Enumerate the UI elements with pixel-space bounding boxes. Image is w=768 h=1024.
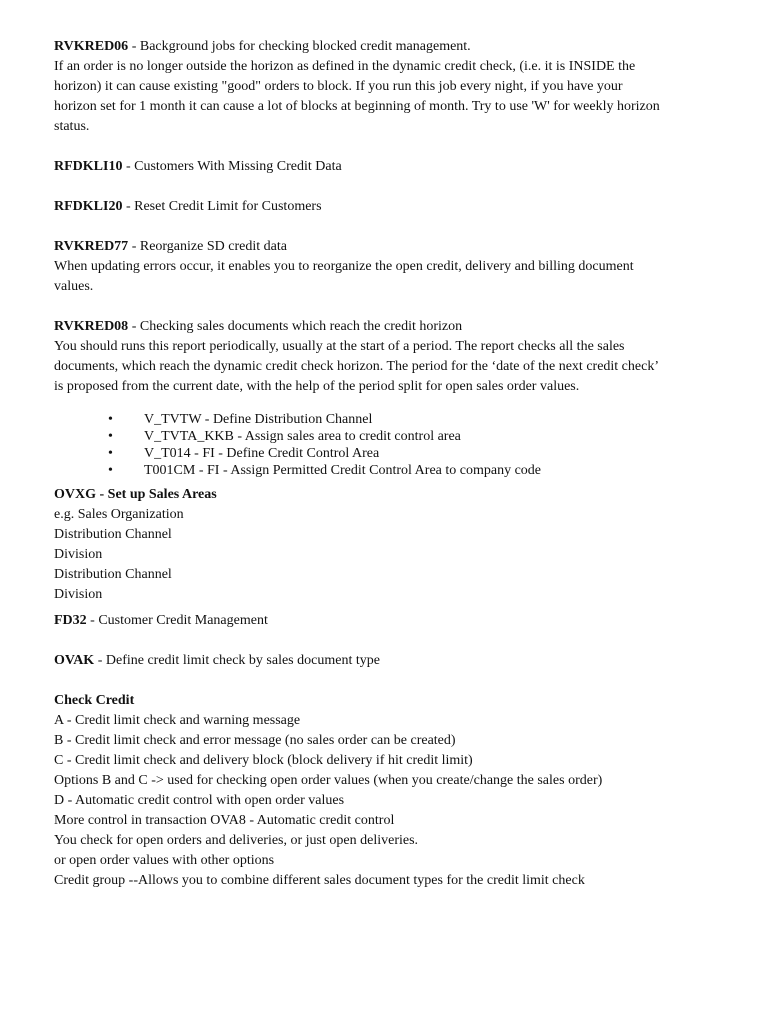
body-line: A - Credit limit check and warning message (54, 713, 301, 728)
body-line: Credit group --Allows you to combine different sales document types for the credit limit check (54, 873, 585, 888)
section-rvkred77 (54, 237, 724, 297)
list-item-text: T001CM - FI - Assign Permitted Credit Control Area to company code (144, 463, 542, 478)
body-line: Options B and C -> used for checking open order values (when you create/change the sales order) (54, 773, 603, 788)
section-ovak (54, 651, 724, 671)
bullet-icon: • (108, 429, 113, 444)
list-item-text: V_T014 - FI - Define Credit Control Area (144, 446, 380, 461)
document-page (54, 37, 724, 891)
body-line: Distribution Channel (54, 527, 172, 542)
section-heading (54, 197, 724, 217)
body-line: You check for open orders and deliveries, or just open deliveries. (54, 833, 419, 848)
report-code: RVKRED06 (54, 39, 129, 54)
report-title: - Reorganize SD credit data (128, 239, 287, 254)
body-line: horizon) it can cause existing "good" orders to block. If you run this job every night, if you have your (54, 79, 623, 94)
body-line: e.g. Sales Organization (54, 507, 184, 522)
body-line: Distribution Channel (54, 567, 172, 582)
body-line: If an order is no longer outside the horizon as defined in the dynamic credit check, (i.e. it is INSIDE the (54, 59, 636, 74)
report-title: - Define credit limit check by sales document type (94, 653, 380, 668)
section-check-credit (54, 691, 724, 891)
body-line: values. (54, 279, 94, 294)
report-code: FD32 (54, 613, 87, 628)
report-code: RFDKLI10 (54, 159, 123, 174)
body-line: B - Credit limit check and error message (no sales order can be created) (54, 733, 456, 748)
body-line: is proposed from the current date, with the help of the period split for open sales order values. (54, 379, 580, 394)
transaction-bullet-list (54, 411, 724, 479)
section-rvkred06 (54, 37, 724, 137)
section-heading (54, 157, 724, 177)
section-heading (54, 611, 724, 631)
report-title: - Background jobs for checking blocked credit management. (128, 39, 471, 54)
body-line: documents, which reach the dynamic credit check horizon. The period for the ‘date of the next credit check’ (54, 359, 659, 374)
section-heading-text: Check Credit (54, 693, 135, 708)
bullet-icon: • (108, 446, 113, 461)
body-line: C - Credit limit check and delivery block (block delivery if hit credit limit) (54, 753, 473, 768)
section-heading (54, 691, 724, 711)
report-title: - Customer Credit Management (86, 613, 268, 628)
body-line: status. (54, 119, 90, 134)
bullet-icon: • (108, 463, 113, 478)
section-heading-text: OVXG - Set up Sales Areas (54, 487, 217, 502)
section-heading (54, 237, 724, 257)
body-line: D - Automatic credit control with open order values (54, 793, 345, 808)
report-code: RVKRED77 (54, 239, 129, 254)
list-item (54, 445, 724, 462)
section-ovxg (54, 485, 724, 605)
list-item (54, 428, 724, 445)
section-rfdkli10 (54, 157, 724, 177)
section-heading (54, 485, 724, 505)
report-title: - Reset Credit Limit for Customers (122, 199, 322, 214)
report-code: OVAK (54, 653, 95, 668)
report-title: - Checking sales documents which reach the credit horizon (128, 319, 463, 334)
body-line: or open order values with other options (54, 853, 275, 868)
section-heading (54, 37, 724, 57)
section-rfdkli20 (54, 197, 724, 217)
section-fd32 (54, 611, 724, 631)
body-line: Division (54, 547, 103, 562)
body-line: You should runs this report periodically, usually at the start of a period. The report checks all the sales (54, 339, 625, 354)
list-item (54, 462, 724, 479)
section-heading (54, 317, 724, 337)
report-code: RFDKLI20 (54, 199, 123, 214)
list-item-text: V_TVTA_KKB - Assign sales area to credit control area (144, 429, 461, 444)
list-item (54, 411, 724, 428)
report-title: - Customers With Missing Credit Data (122, 159, 342, 174)
section-heading (54, 651, 724, 671)
body-line: More control in transaction OVA8 - Automatic credit control (54, 813, 395, 828)
body-line: horizon set for 1 month it can cause a lot of blocks at beginning of month. Try to use 'W' for weekly horizon (54, 99, 660, 114)
section-rvkred08 (54, 317, 724, 397)
bullet-icon: • (108, 412, 113, 427)
list-item-text: V_TVTW - Define Distribution Channel (144, 412, 373, 427)
body-line: When updating errors occur, it enables you to reorganize the open credit, delivery and billing document (54, 259, 634, 274)
report-code: RVKRED08 (54, 319, 129, 334)
body-line: Division (54, 587, 103, 602)
